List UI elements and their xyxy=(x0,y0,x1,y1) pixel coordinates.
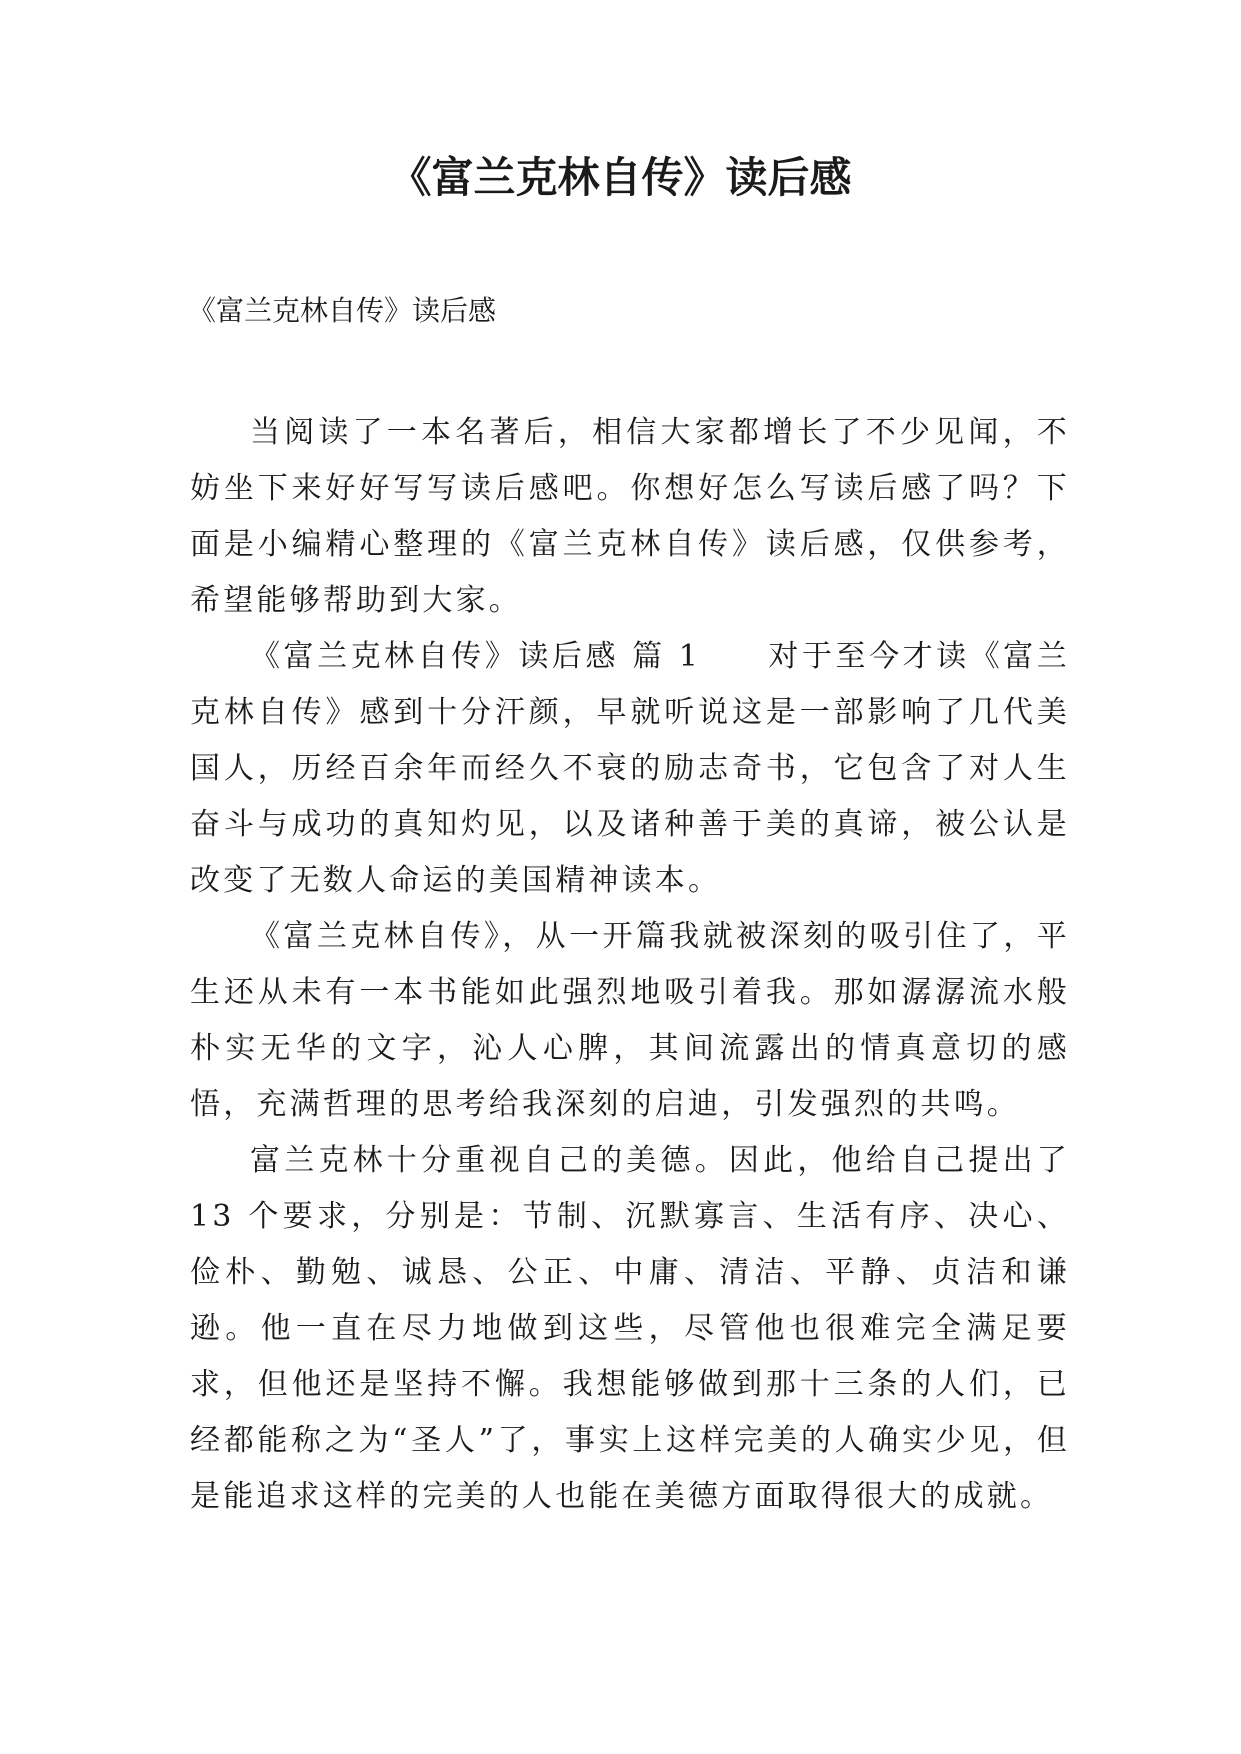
paragraph-attraction: 《富兰克林自传》，从一开篇我就被深刻的吸引住了，平生还从未有一本书能如此强烈地吸引着我。那如潺潺流水般朴实无华的文字，沁人心脾，其间流露出的情真意切的感悟，充满哲理的思考给我深刻的启迪，引发强烈的共鸣。 xyxy=(190,919,1070,1122)
paragraph-virtues: 富兰克林十分重视自己的美德。因此，他给自己提出了 13 个要求，分别是：节制、沉默寡言、生活有序、决心、俭朴、勤勉、诚恳、公正、中庸、清洁、平静、贞洁和谦逊。他一直在尽力地做到这些，尽管他也很难完全满足要求，但他还是坚持不懈。我想能够做到那十三条的人们，已经都能称之为“圣人”了，事实上这样完美的人确实少见，但是能追求这样的完美的人也能在美德方面取得很大的成就。 xyxy=(190,1143,1070,1514)
paragraph-intro: 当阅读了一本名著后，相信大家都增长了不少见闻，不妨坐下来好好写写读后感吧。你想好怎么写读后感了吗？下面是小编精心整理的《富兰克林自传》读后感，仅供参考，希望能够帮助到大家。 xyxy=(190,415,1070,618)
document-title: 《富兰克林自传》读后感 xyxy=(389,153,852,202)
document-body xyxy=(190,405,1070,1525)
document-subtitle: 《富兰克林自传》读后感 xyxy=(188,294,497,327)
paragraph-part-1: 《富兰克林自传》读后感 篇 1 对于至今才读《富兰克林自传》感到十分汗颜，早就听说这是一部影响了几代美国人，历经百余年而经久不衰的励志奇书，它包含了对人生奋斗与成功的真知灼见，以及诸种善于美的真谛，被公认是改变了无数人命运的美国精神读本。 xyxy=(190,639,1070,898)
